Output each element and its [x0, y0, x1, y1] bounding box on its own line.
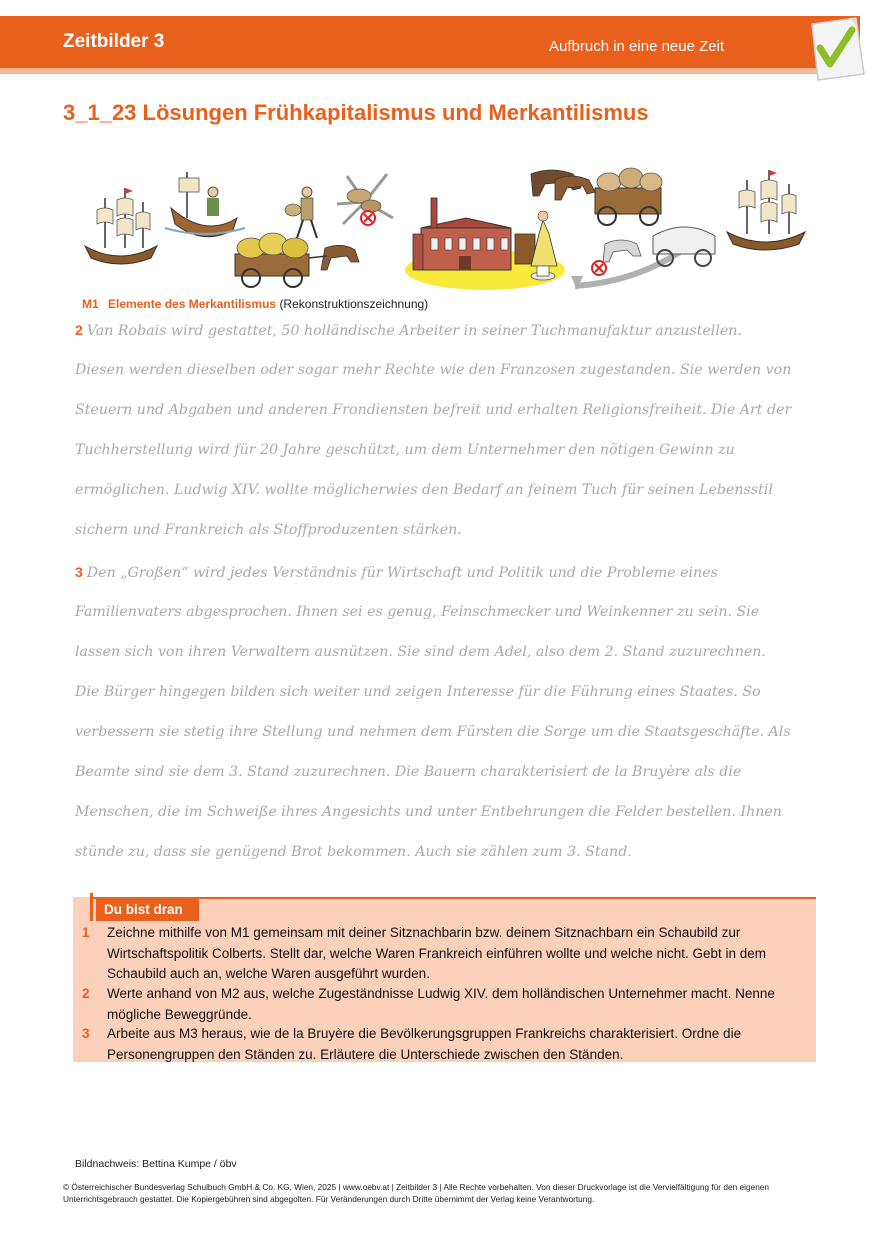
answer-line: Die Bürger hingegen bilden sich weiter und zeigen Interesse für die Führung eines Staates. So	[75, 684, 761, 700]
checkmark-page-icon	[806, 14, 868, 82]
answer-line: Beamte sind sie dem 3. Stand zuzurechnen. Die Bauern charakterisiert de la Bruyère als die	[75, 764, 742, 780]
task-tab-label: Du bist dran	[104, 902, 183, 917]
answer-line: ermöglichen. Ludwig XIV. wollte möglicherwies den Bedarf an feinem Tuch für seinen Lebensstil	[75, 482, 773, 498]
task-text: Werte anhand von M2 aus, welche Zugeständnisse Ludwig XIV. dem holländischen Unternehmer macht. Nenne mögliche Beweggründe.	[107, 986, 775, 1022]
answer-line: Menschen, die im Schweiße ihres Angesichts und unter Entbehrungen die Felder bestellen. Ihnen	[75, 804, 782, 820]
answer-line: 3 Den „Großen“ wird jedes Verständnis für Wirtschaft und Politik und die Probleme eines	[75, 564, 718, 581]
answer-line: Tuchherstellung wird für 20 Jahre geschützt, um dem Unternehmer den nötigen Gewinn zu	[75, 442, 735, 458]
page-title: 3_1_23 Lösungen Frühkapitalismus und Merkantilismus	[63, 100, 649, 125]
task-box-marker	[90, 893, 93, 921]
figure-note: (Rekonstruktionszeichnung)	[279, 297, 429, 311]
peddler-icon	[285, 187, 317, 238]
horse-team-icon	[531, 170, 595, 200]
task-number: 1	[82, 925, 90, 940]
answer-line: stünde zu, dass sie genügend Brot bekommen. Auch sie zählen zum 3. Stand.	[75, 844, 632, 860]
answer-number: 3	[75, 564, 83, 580]
copyright-notice: © Österreichischer Bundesverlag Schulbuch GmbH & Co. KG, Wien, 2025 | www.oebv.at | Zeitbilder 3 | Alle Rechte vorbehalten. Von dieser Druckvorlage ist die Vervielfältigung für den eigenen Unterrichtsgebrauch gestattet. Die Kopiergebühren sind abgegolten. Für Veränderungen durch Dritte übernimmt der Verlag keine Verantwortung.	[63, 1182, 770, 1204]
figure-title: Elemente des Merkantilismus	[108, 297, 277, 311]
book-title: Zeitbilder 3	[63, 31, 165, 52]
task-number: 3	[82, 1026, 90, 1041]
chapter-title: Aufbruch in eine neue Zeit	[549, 38, 725, 55]
figure-caption	[82, 297, 428, 311]
sailing-ship-left-icon	[85, 188, 157, 264]
answer-line: Steuern und Abgaben und anderen Frondiensten befreit und erhalten Religionsfreiheit. Die Art der	[75, 402, 792, 418]
header-shadow	[0, 68, 850, 74]
task-text: Arbeite aus M3 heraus, wie de la Bruyère die Bevölkerungsgruppen Frankreichs charakterisiert. Ordne die Personengruppen den Ständen zu. Erläutere die Unterschiede zwischen den Ständen.	[107, 1026, 742, 1062]
figure-label: M1	[82, 297, 99, 311]
answer-line: lassen sich von ihren Verwaltern ausnützen. Sie sind dem Adel, also dem 2. Stand zuzurechnen.	[75, 644, 766, 660]
answer-number: 2	[75, 322, 83, 338]
image-credit: Bildnachweis: Bettina Kumpe / öbv	[75, 1158, 237, 1170]
boat-icon	[165, 172, 245, 237]
goods-export-ban-icon	[337, 174, 393, 225]
covered-wagon-import-ban-icon	[571, 227, 715, 290]
answer-line: sichern und Frankreich als Stoffproduzenten stärken.	[75, 522, 462, 538]
answer-line: 2 Van Robais wird gestattet, 50 holländische Arbeiter in seiner Tuchmanufaktur anzustellen.	[75, 322, 742, 339]
answer-line: verbessern sie stetig ihre Stellung und nehmen dem Fürsten die Sorge um die Staatsgeschäfte. Als	[75, 724, 791, 740]
answer-line: Diesen werden dieselben oder sogar mehr Rechte wie den Franzosen zugestanden. Sie werden von	[75, 362, 792, 378]
mercantilism-illustration	[75, 158, 815, 298]
supply-wagon-icon	[595, 168, 662, 225]
task-number: 2	[82, 986, 90, 1001]
answer-line: Familienvaters abgesprochen. Ihnen sei es genug, Feinschmecker und Weinkenner zu sein. Sie	[75, 604, 760, 620]
task-text: Zeichne mithilfe von M1 gemeinsam mit deiner Sitznachbarin bzw. deinem Sitznachbarn ein Schaubild zur Wirtschaftspolitik Colberts. Stellt dar, welche Waren Frankreich einführen wollte und welche nicht. Gebt in dem Schaubild auch an, welche Waren ausgeführt wurden.	[107, 925, 767, 981]
hay-cart-icon	[235, 233, 359, 287]
sailing-ship-right-icon	[727, 170, 805, 250]
